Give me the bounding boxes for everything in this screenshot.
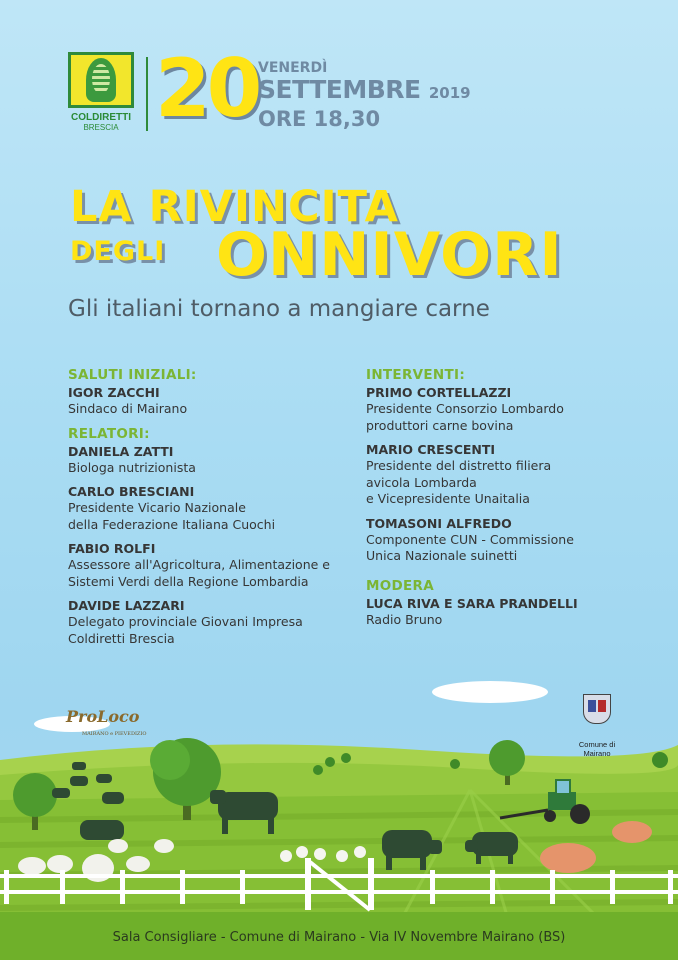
program-right-column bbox=[366, 366, 666, 635]
date-block bbox=[258, 60, 471, 131]
speaker-entry bbox=[366, 384, 666, 434]
speaker-role: Assessore all'Agricoltura, Alimentazione e bbox=[68, 557, 330, 572]
event-time: ORE 18,30 bbox=[258, 107, 381, 131]
speaker-role: della Federazione Italiana Cuochi bbox=[68, 516, 276, 532]
comune-label-2: Mairano bbox=[583, 749, 611, 758]
speaker-role: Sindaco di Mairano bbox=[68, 401, 188, 416]
speaker-role: Radio Bruno bbox=[366, 611, 443, 627]
coldiretti-logo bbox=[68, 52, 134, 136]
speaker-entry bbox=[68, 443, 358, 477]
speaker-role: Sistemi Verdi della Regione Lombardia bbox=[68, 573, 309, 589]
modera-list bbox=[366, 595, 666, 629]
wheat-icon bbox=[68, 52, 134, 108]
month: SETTEMBRE bbox=[258, 75, 421, 104]
header-divider bbox=[146, 57, 148, 131]
proloco-logo: ProLoco bbox=[66, 707, 140, 726]
speaker-role: Presidente Consorzio Lombardo bbox=[366, 401, 564, 416]
venue-footer: Sala Consigliare - Comune di Mairano - Via IV Novembre Mairano (BS) bbox=[112, 930, 566, 945]
coat-of-arms-icon bbox=[583, 694, 611, 724]
speaker-role: Unica Nazionale suinetti bbox=[366, 548, 518, 563]
speaker-name: LUCA RIVA E SARA PRANDELLI bbox=[366, 595, 578, 611]
program-left-column bbox=[68, 366, 358, 654]
weekday: VENERDÌ bbox=[258, 60, 328, 76]
comune-logo bbox=[572, 694, 622, 758]
org-name: COLDIRETTI bbox=[71, 112, 131, 123]
speaker-role: produttori carne bovina bbox=[366, 417, 514, 433]
saluti-list bbox=[68, 384, 358, 418]
speaker-entry bbox=[366, 595, 666, 629]
title-line-1: LA RIVINCITA bbox=[70, 182, 399, 232]
saluti-heading: SALUTI INIZIALI: bbox=[68, 367, 197, 383]
relatori-list bbox=[68, 443, 358, 648]
relatori-heading: RELATORI: bbox=[68, 425, 150, 442]
speaker-name: IGOR ZACCHI bbox=[68, 385, 160, 400]
speaker-role: Biologa nutrizionista bbox=[68, 459, 196, 475]
interventi-heading: INTERVENTI: bbox=[366, 367, 466, 383]
modera-heading: MODERA bbox=[366, 577, 434, 594]
speaker-entry bbox=[366, 515, 666, 565]
speaker-role: Coldiretti Brescia bbox=[68, 630, 175, 646]
speaker-entry bbox=[68, 597, 358, 647]
speaker-name: TOMASONI ALFREDO bbox=[366, 515, 512, 531]
day-number: 20 bbox=[155, 42, 259, 135]
speaker-role: Componente CUN - Commissione bbox=[366, 531, 574, 547]
speaker-name: MARIO CRESCENTI bbox=[366, 442, 496, 457]
title-line-2: DEGLI bbox=[70, 236, 166, 267]
speaker-role: Delegato provinciale Giovani Impresa bbox=[68, 614, 303, 629]
year: 2019 bbox=[428, 84, 471, 102]
speaker-entry bbox=[68, 483, 358, 533]
proloco-sub: MAIRANO e PIEVEDIZIO bbox=[82, 731, 147, 737]
month-line bbox=[258, 76, 471, 107]
subtitle: Gli italiani tornano a mangiare carne bbox=[68, 296, 490, 322]
speaker-name: DANIELA ZATTI bbox=[68, 443, 174, 459]
speaker-name: CARLO BRESCIANI bbox=[68, 484, 195, 499]
speaker-entry bbox=[68, 384, 358, 418]
speaker-entry bbox=[366, 441, 666, 508]
org-sub: BRESCIA bbox=[83, 123, 119, 132]
comune-label-1: Comune di bbox=[578, 740, 616, 749]
speaker-name: DAVIDE LAZZARI bbox=[68, 598, 185, 613]
speaker-role: Presidente Vicario Nazionale bbox=[68, 500, 246, 515]
speaker-name: FABIO ROLFI bbox=[68, 541, 156, 556]
speaker-entry bbox=[68, 540, 358, 590]
speaker-role: e Vicepresidente Unaitalia bbox=[366, 491, 530, 506]
speaker-role: Presidente del distretto filiera bbox=[366, 458, 552, 473]
speaker-role: avicola Lombarda bbox=[366, 474, 477, 490]
interventi-list bbox=[366, 384, 666, 565]
title-line-3: ONNIVORI bbox=[216, 220, 563, 290]
speaker-name: PRIMO CORTELLAZZI bbox=[366, 385, 512, 400]
